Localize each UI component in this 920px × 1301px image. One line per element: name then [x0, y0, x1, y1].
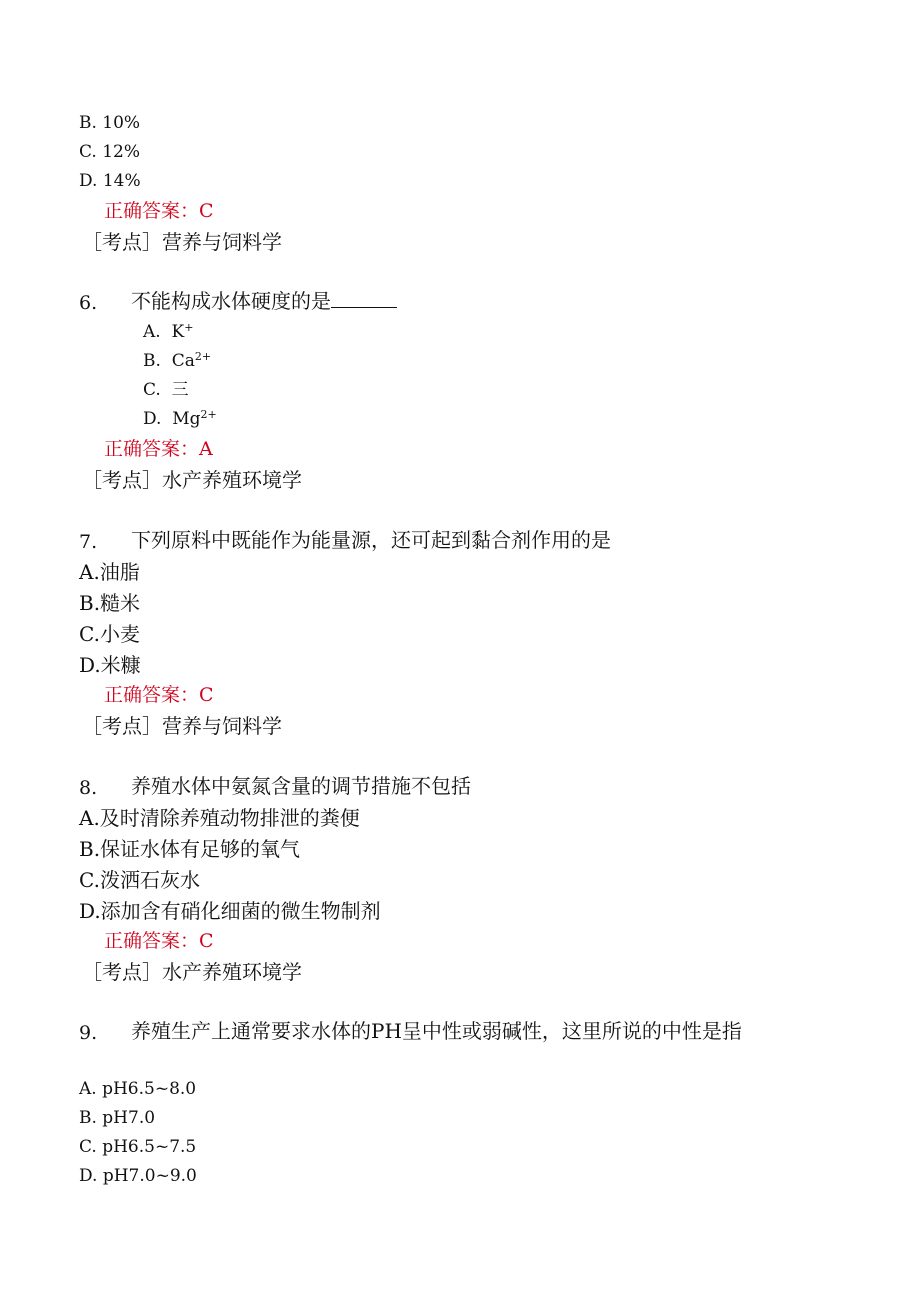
- option-text: 三: [171, 380, 189, 400]
- q7-topic: ［考点］营养与饲料学: [82, 714, 282, 738]
- q9-text: 养殖生产上通常要求水体的PH呈中性或弱碱性，这里所说的中性是指: [131, 1019, 742, 1043]
- q5-answer: 正确答案：C: [104, 200, 214, 222]
- q6-text: 不能构成水体硬度的是: [131, 289, 331, 313]
- q5-option-d: D. 14%: [79, 171, 141, 191]
- q7-option-d: D.米糠: [79, 653, 141, 677]
- option-text: K: [171, 322, 185, 342]
- q6-option-b: [143, 350, 212, 371]
- q9-option-b: B. pH7.0: [79, 1108, 156, 1128]
- q6-option-a: [143, 321, 194, 342]
- q7-option-b: B.糙米: [79, 591, 141, 615]
- answer-blank: [331, 292, 397, 308]
- q8-option-b: B.保证水体有足够的氧气: [79, 837, 301, 861]
- q8-text: 养殖水体中氨氮含量的调节措施不包括: [131, 774, 471, 798]
- q5-topic: ［考点］营养与饲料学: [82, 230, 282, 254]
- q7-option-c: C.小麦: [79, 622, 140, 646]
- option-letter: B.: [143, 351, 161, 371]
- q5-option-b: B. 10%: [79, 113, 141, 133]
- option-text: Ca: [171, 351, 195, 371]
- q8-option-c: C.泼洒石灰水: [79, 868, 200, 892]
- q6-topic: ［考点］水产养殖环境学: [82, 468, 302, 492]
- q8-option-a: A.及时清除养殖动物排泄的粪便: [79, 806, 360, 830]
- q6-stem: [131, 291, 397, 311]
- q6-number: 6.: [79, 292, 98, 314]
- q8-option-d: D.添加含有硝化细菌的微生物制剂: [79, 899, 381, 923]
- q8-topic: ［考点］水产养殖环境学: [82, 960, 302, 984]
- option-text: Mg: [172, 409, 201, 429]
- q5-option-c: C. 12%: [79, 142, 140, 162]
- q7-number: 7.: [79, 531, 98, 553]
- q9-option-d: D. pH7.0~9.0: [79, 1166, 197, 1186]
- option-superscript: 2+: [200, 408, 217, 421]
- q7-answer: 正确答案：C: [104, 684, 214, 706]
- q8-number: 8.: [79, 777, 98, 799]
- q8-answer: 正确答案：C: [104, 930, 214, 952]
- option-letter: D.: [143, 409, 162, 429]
- option-superscript: 2+: [194, 350, 212, 363]
- q7-text: 下列原料中既能作为能量源，还可起到黏合剂作用的是: [131, 528, 611, 552]
- q9-number: 9.: [79, 1022, 98, 1044]
- option-letter: C.: [143, 380, 161, 400]
- option-superscript: +: [184, 321, 194, 334]
- q6-answer: 正确答案：A: [104, 438, 213, 460]
- q7-option-a: A.油脂: [79, 560, 140, 584]
- q6-option-c: [143, 382, 189, 399]
- q6-option-d: [143, 408, 217, 429]
- q9-option-c: C. pH6.5~7.5: [79, 1137, 197, 1157]
- q9-option-a: A. pH6.5~8.0: [79, 1079, 197, 1099]
- option-letter: A.: [143, 322, 161, 342]
